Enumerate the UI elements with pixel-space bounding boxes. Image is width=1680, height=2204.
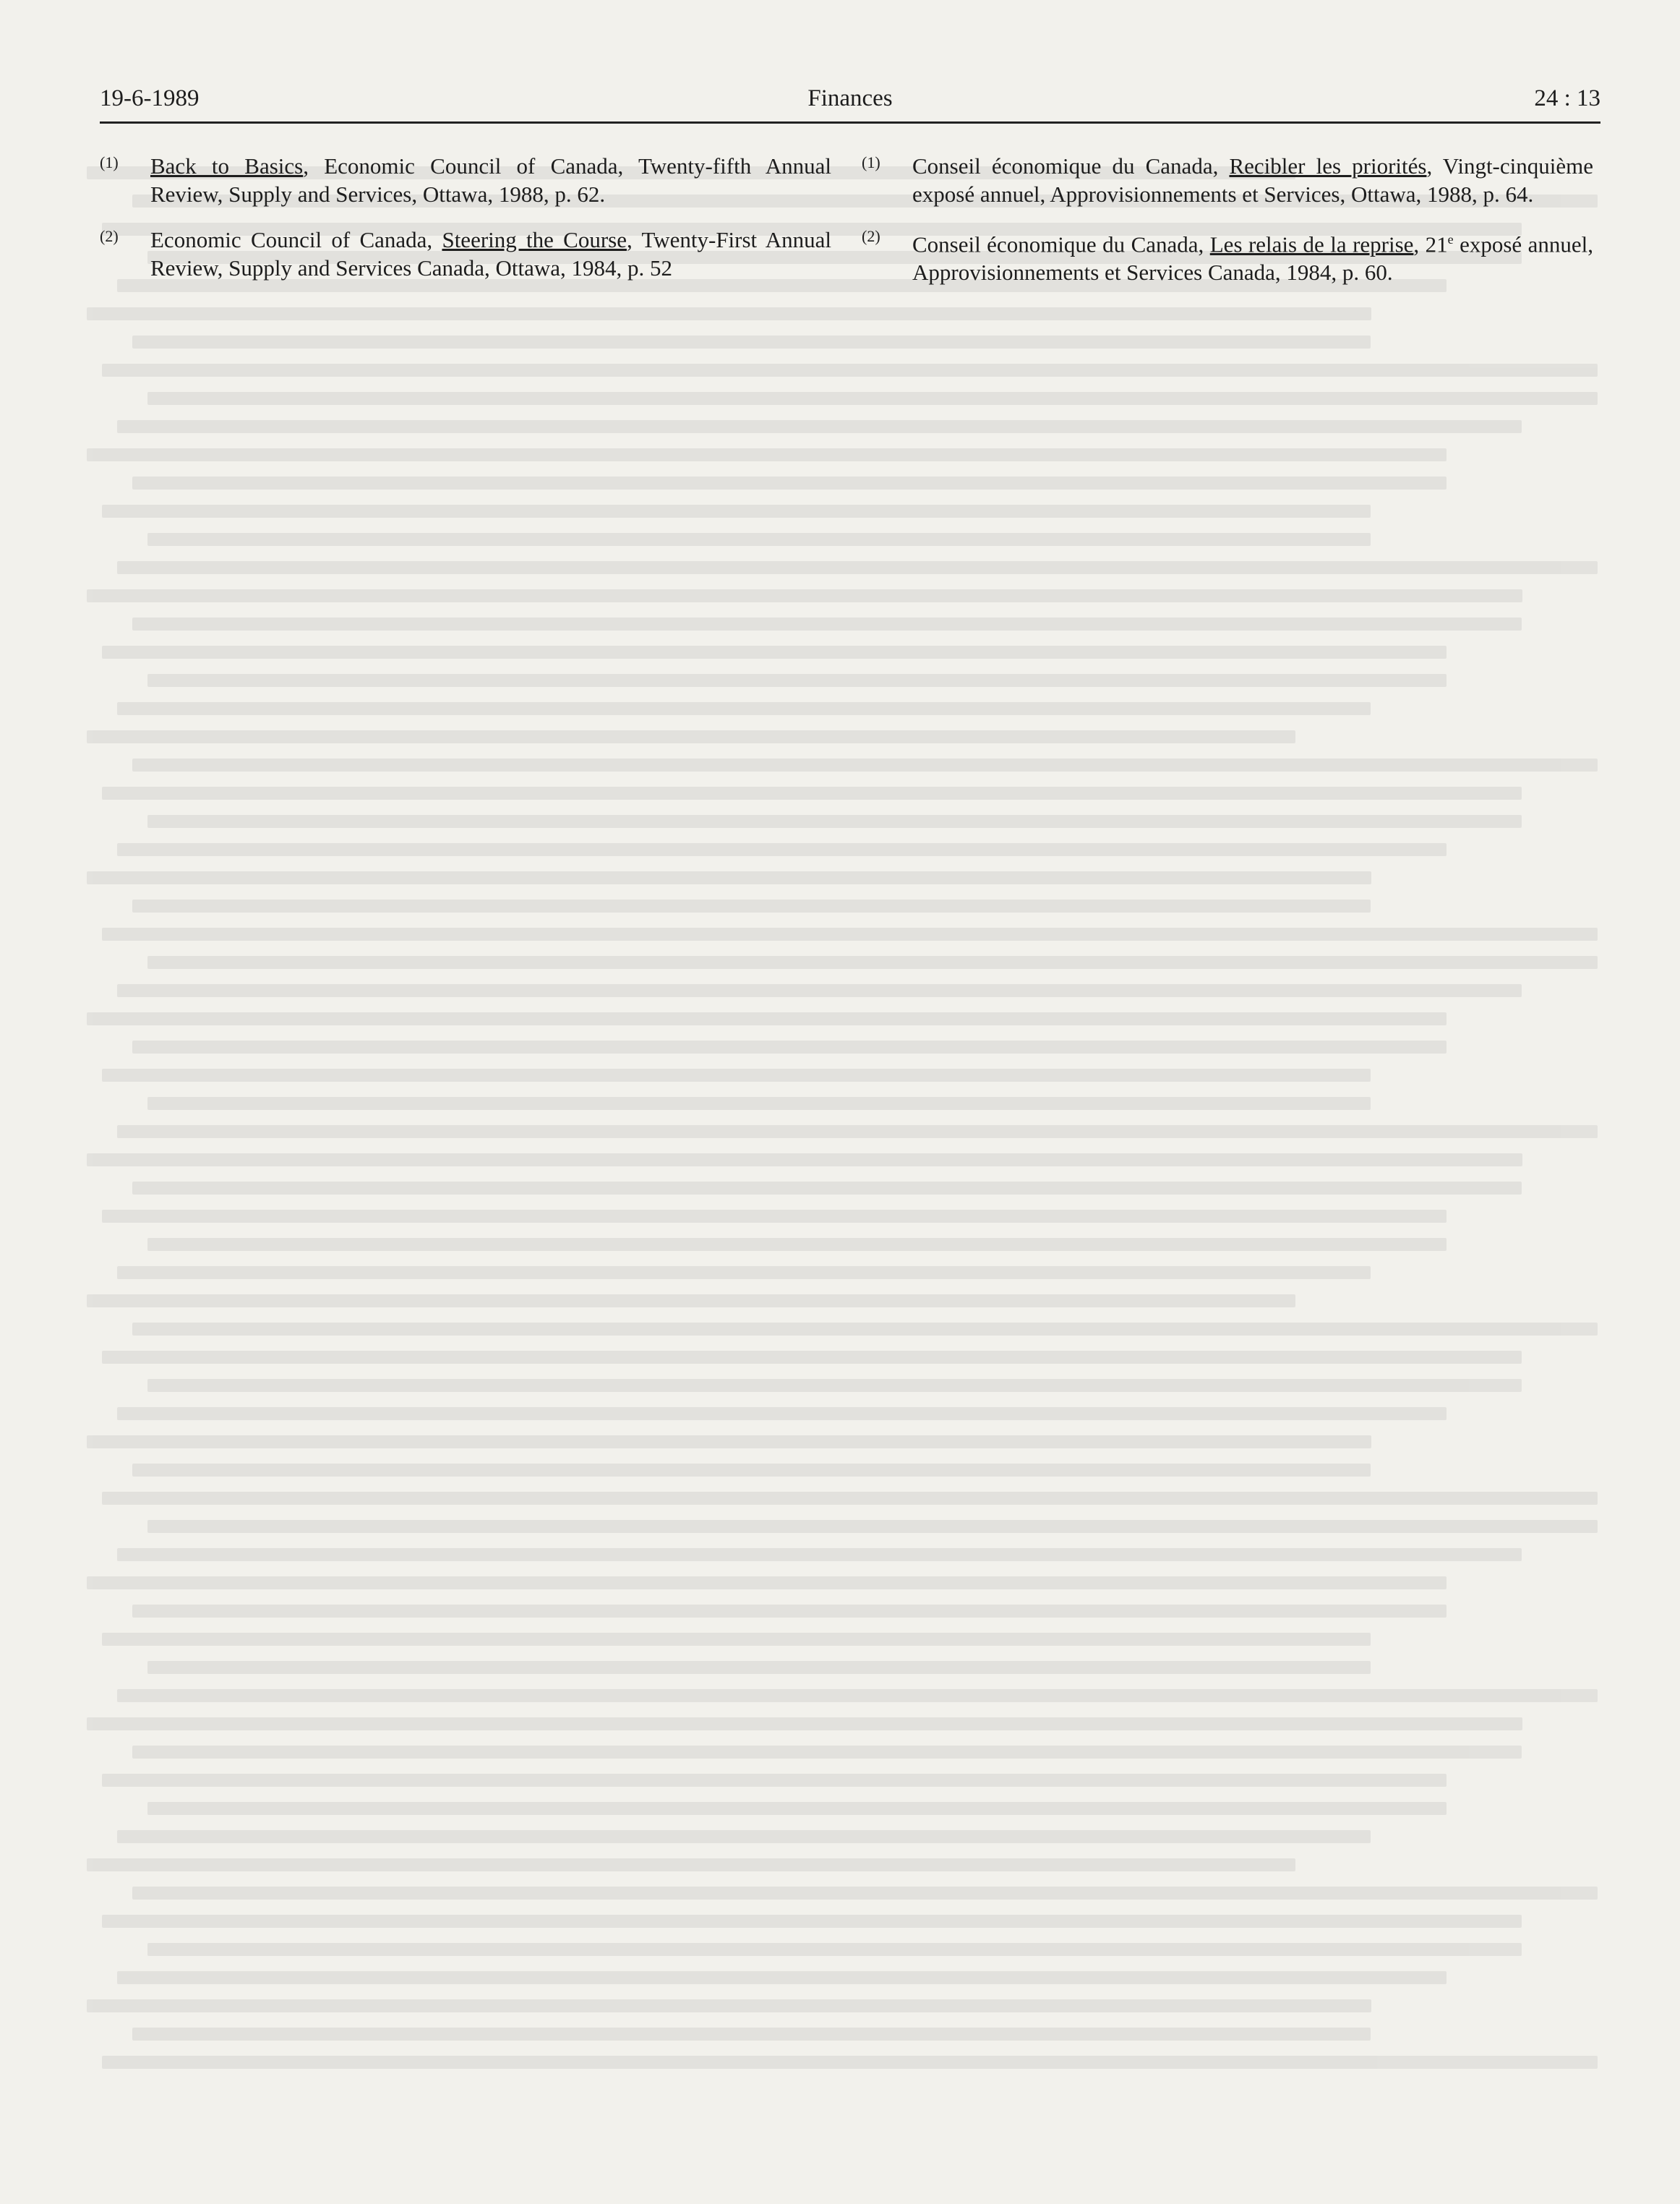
show-through-line xyxy=(87,1858,1295,1871)
show-through-line xyxy=(117,1125,1598,1138)
citation-details: exposé annuel, Approvisionnements et Services Canada, 1984, p. 60. xyxy=(912,231,1593,286)
show-through-line xyxy=(132,1041,1447,1054)
show-through-line xyxy=(132,759,1598,772)
ordinal-superscript: e xyxy=(1447,232,1454,247)
running-head xyxy=(100,85,1600,123)
show-through-line xyxy=(102,787,1522,800)
footnote-fr-1 xyxy=(862,152,1593,208)
show-through-line xyxy=(87,871,1371,884)
show-through-line xyxy=(87,307,1371,320)
footnote-marker: (2) xyxy=(862,227,880,245)
footnote-fr-2 xyxy=(862,226,1593,286)
footnote-en-2 xyxy=(100,226,831,282)
show-through-line xyxy=(102,1210,1447,1223)
citation-title: Recibler les priorités xyxy=(1229,153,1427,179)
citation-title: Les relais de la reprise xyxy=(1209,231,1414,257)
citation-author: Conseil économique du Canada, xyxy=(912,153,1230,179)
show-through-line xyxy=(102,1774,1447,1787)
show-through-line xyxy=(102,1633,1371,1646)
show-through-texture xyxy=(87,166,1598,2119)
show-through-line xyxy=(117,1407,1447,1420)
show-through-line xyxy=(102,505,1371,518)
show-through-line xyxy=(102,928,1598,941)
show-through-line xyxy=(132,1605,1447,1618)
show-through-line xyxy=(147,956,1598,969)
show-through-line xyxy=(132,900,1371,913)
show-through-line xyxy=(147,1661,1371,1674)
show-through-line xyxy=(132,1182,1522,1195)
show-through-line xyxy=(87,1576,1447,1589)
show-through-line xyxy=(132,2028,1371,2041)
show-through-line xyxy=(117,843,1447,856)
show-through-line xyxy=(87,1012,1447,1025)
show-through-line xyxy=(87,730,1295,743)
footnote-marker: (1) xyxy=(862,153,880,171)
show-through-line xyxy=(102,1492,1598,1505)
show-through-line xyxy=(132,1323,1598,1336)
show-through-line xyxy=(87,1294,1295,1307)
french-footnotes xyxy=(862,152,1593,304)
show-through-line xyxy=(132,1464,1371,1477)
citation-details: , Vingt-cinquième exposé annuel, Approvisionnements et Services, Ottawa, 1988, p. 64. xyxy=(912,153,1593,207)
show-through-line xyxy=(117,1689,1598,1702)
english-footnotes xyxy=(100,152,831,299)
show-through-line xyxy=(117,561,1598,574)
show-through-line xyxy=(132,477,1447,490)
citation-details: , Twenty-First Annual Review, Supply and Services Canada, Ottawa, 1984, p. 52 xyxy=(150,227,831,281)
footnote-en-1 xyxy=(100,152,831,208)
show-through-line xyxy=(117,702,1371,715)
show-through-line xyxy=(132,1887,1598,1900)
header-page-number: 24 : 13 xyxy=(1534,85,1600,111)
show-through-line xyxy=(147,1802,1447,1815)
show-through-line xyxy=(102,1351,1522,1364)
show-through-line xyxy=(87,1435,1371,1448)
header-rule xyxy=(100,121,1600,124)
footnote-marker: (2) xyxy=(100,227,119,245)
show-through-line xyxy=(132,618,1522,631)
show-through-line xyxy=(147,815,1522,828)
show-through-line xyxy=(117,1830,1371,1843)
citation-edition: , 21 xyxy=(1413,231,1448,257)
show-through-line xyxy=(87,1717,1522,1730)
show-through-line xyxy=(132,1746,1522,1759)
show-through-line xyxy=(117,984,1522,997)
header-section: Finances xyxy=(807,85,893,111)
show-through-line xyxy=(102,2056,1598,2069)
show-through-line xyxy=(117,1971,1447,1984)
show-through-line xyxy=(102,1915,1522,1928)
citation-title: Back to Basics xyxy=(150,153,304,179)
show-through-line xyxy=(102,646,1447,659)
show-through-line xyxy=(147,392,1598,405)
show-through-line xyxy=(87,448,1447,461)
show-through-line xyxy=(117,1266,1371,1279)
show-through-line xyxy=(102,364,1598,377)
show-through-line xyxy=(147,1520,1598,1533)
header-date: 19-6-1989 xyxy=(100,85,200,111)
show-through-line xyxy=(147,1379,1522,1392)
show-through-line xyxy=(117,1548,1522,1561)
footnote-marker: (1) xyxy=(100,153,119,171)
show-through-line xyxy=(117,420,1522,433)
show-through-line xyxy=(147,1097,1371,1110)
citation-title: Steering the Course xyxy=(442,227,627,252)
citation-details: , Economic Council of Canada, Twenty-fifth Annual Review, Supply and Services, Ottawa, 1988, p. 62. xyxy=(150,153,831,207)
show-through-line xyxy=(147,1943,1522,1956)
show-through-line xyxy=(87,1153,1522,1166)
show-through-line xyxy=(147,674,1447,687)
show-through-line xyxy=(132,336,1371,349)
show-through-line xyxy=(87,1999,1371,2012)
show-through-line xyxy=(87,589,1522,602)
citation-author: Economic Council of Canada, xyxy=(150,227,442,252)
show-through-line xyxy=(147,1238,1447,1251)
show-through-line xyxy=(147,533,1371,546)
show-through-line xyxy=(102,1069,1371,1082)
citation-author: Conseil économique du Canada, xyxy=(912,231,1210,257)
